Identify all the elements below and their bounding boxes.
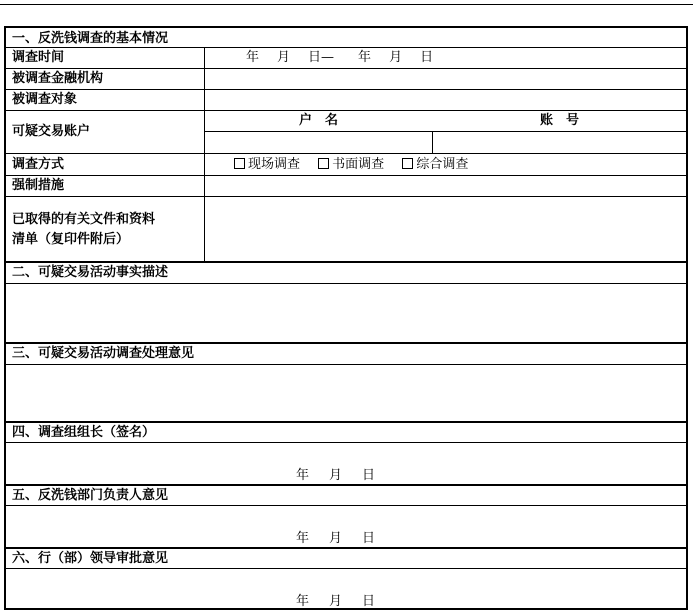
divider: [6, 568, 686, 569]
day-label: 日: [362, 594, 376, 609]
divider: [6, 505, 686, 506]
section-divider: [6, 484, 686, 486]
section4-title: 四、调查组组长（签名）: [12, 425, 156, 440]
institution-label: 被调查金融机构: [12, 71, 104, 86]
month-label: 月: [389, 50, 403, 65]
divider: [6, 68, 686, 69]
divider: [6, 47, 686, 48]
option-written[interactable]: 书面调查: [318, 157, 384, 172]
column-divider: [432, 131, 433, 153]
divider: [6, 442, 686, 443]
month-label: 月: [329, 594, 343, 609]
investigation-time-label: 调查时间: [12, 50, 65, 65]
year-label: 年: [246, 50, 260, 65]
section-divider: [6, 421, 686, 423]
section6-title: 六、行（部）领导审批意见: [12, 551, 169, 566]
divider: [6, 283, 686, 284]
measures-label: 强制措施: [12, 178, 65, 193]
method-options: [234, 157, 482, 172]
leader-approval-date: [296, 594, 375, 609]
checkbox[interactable]: [402, 158, 413, 169]
account-name-header: 户 名: [299, 113, 339, 128]
section2-title: 二、可疑交易活动事实描述: [12, 265, 169, 280]
divider: [6, 89, 686, 90]
column-divider: [204, 47, 205, 261]
page-top-rule: [0, 4, 693, 5]
documents-label-line2: 清单（复印件附后）: [12, 232, 130, 247]
divider: [6, 110, 686, 111]
month-label: 月: [329, 531, 343, 546]
option-combined[interactable]: 综合调查: [402, 157, 468, 172]
subject-label: 被调查对象: [12, 92, 78, 107]
day-label: 日: [362, 531, 376, 546]
documents-label-line1: 已取得的有关文件和资料: [12, 212, 156, 227]
day-label: 日—: [308, 50, 335, 65]
section3-title: 三、可疑交易活动调查处理意见: [12, 346, 195, 361]
account-label: 可疑交易账户: [12, 124, 91, 139]
section-divider: [6, 261, 686, 263]
method-label: 调查方式: [12, 157, 65, 172]
section-divider: [6, 342, 686, 344]
divider: [6, 153, 686, 154]
divider: [6, 175, 686, 176]
year-label: 年: [296, 531, 310, 546]
option-onsite[interactable]: 现场调查: [234, 157, 300, 172]
section-divider: [6, 547, 686, 549]
month-label: 月: [329, 468, 343, 483]
checkbox[interactable]: [318, 158, 329, 169]
section5-title: 五、反洗钱部门负责人意见: [12, 488, 169, 503]
section1-title: 一、反洗钱调查的基本情况: [12, 31, 169, 46]
month-label: 月: [277, 50, 291, 65]
account-number-header: 账 号: [540, 113, 580, 128]
day-label: 日: [362, 468, 376, 483]
divider: [204, 131, 688, 132]
department-head-date: [296, 531, 375, 546]
investigation-form: [4, 26, 688, 610]
year-label: 年: [296, 468, 310, 483]
day-label: 日: [420, 50, 434, 65]
checkbox[interactable]: [234, 158, 245, 169]
divider: [6, 196, 686, 197]
signature-date: [296, 468, 375, 483]
year-label: 年: [296, 594, 310, 609]
divider: [6, 364, 686, 365]
year-label: 年: [358, 50, 372, 65]
investigation-time-range: [246, 50, 433, 65]
